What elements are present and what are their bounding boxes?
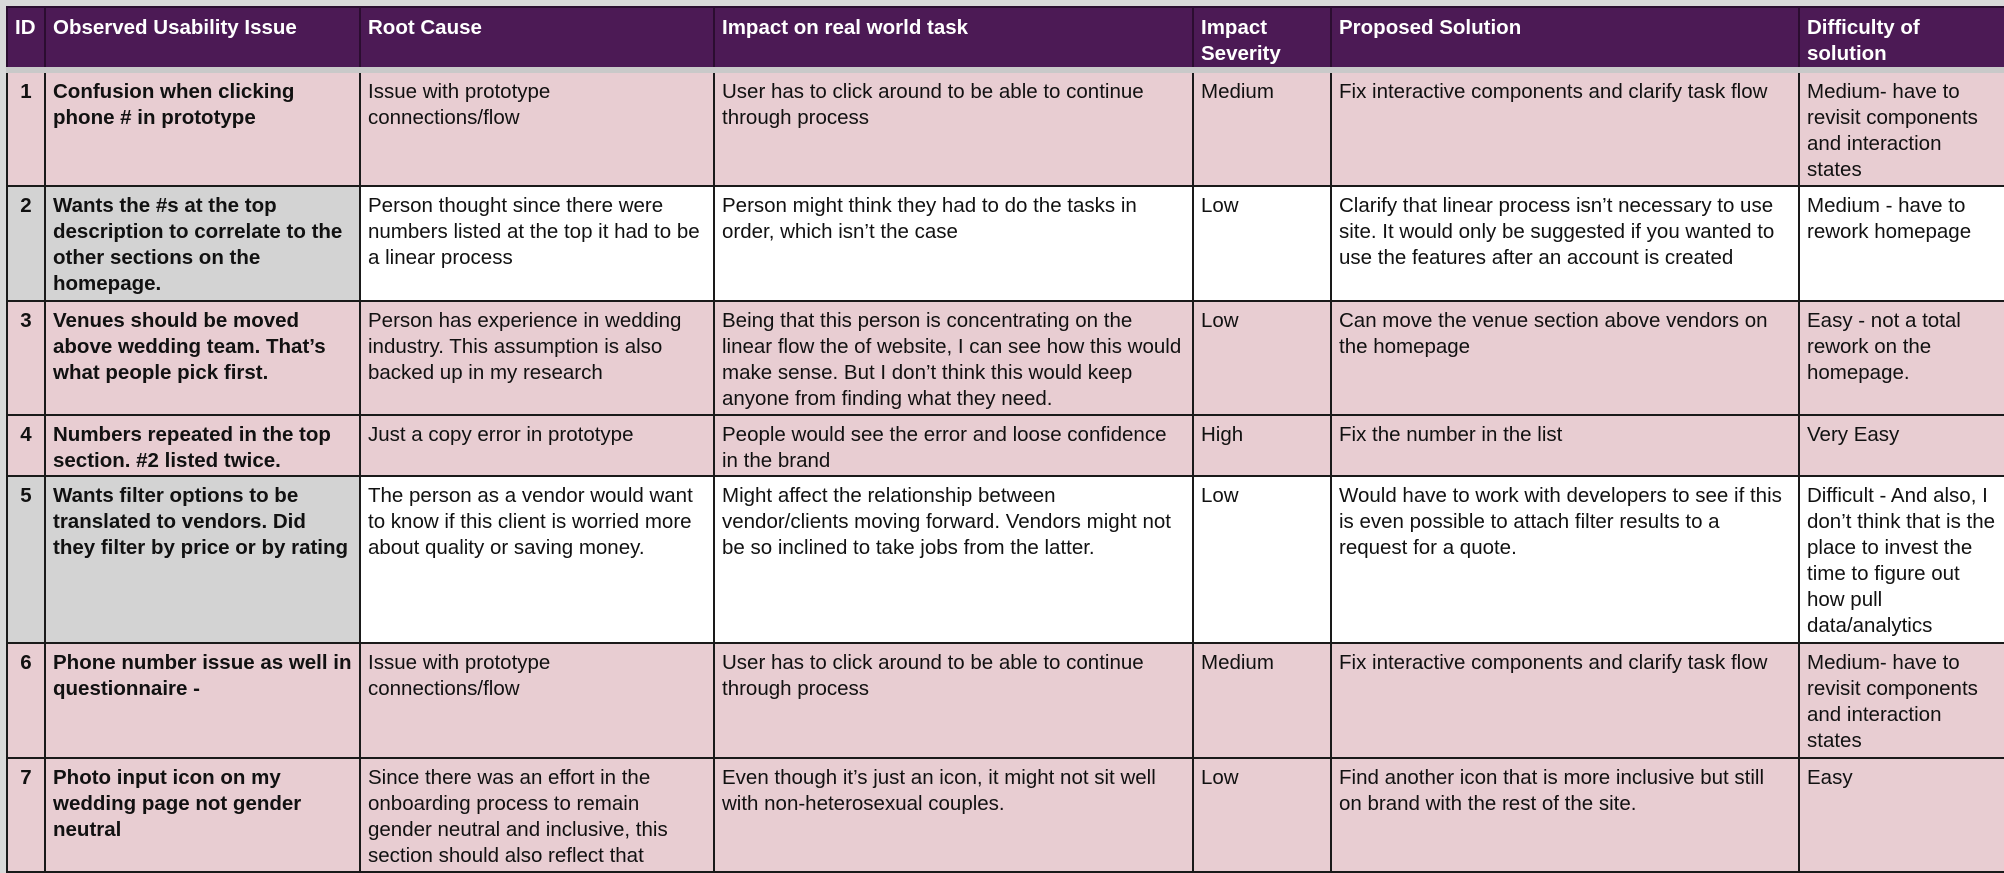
table-row — [7, 415, 2004, 476]
cell-root-cause[interactable]: Just a copy error in prototype — [360, 415, 714, 476]
cell-solution[interactable]: Can move the venue section above vendors on the homepage — [1331, 301, 1799, 415]
cell-severity[interactable]: Low — [1193, 758, 1331, 872]
cell-id[interactable]: 6 — [7, 643, 45, 757]
cell-issue[interactable]: Numbers repeated in the top section. #2 listed twice. — [45, 415, 360, 476]
header-row — [7, 7, 2004, 70]
cell-difficulty[interactable]: Easy - not a total rework on the homepage. — [1799, 301, 2004, 415]
cell-impact[interactable]: User has to click around to be able to continue through process — [714, 70, 1193, 186]
cell-issue[interactable]: Phone number issue as well in questionnaire - — [45, 643, 360, 757]
cell-solution[interactable]: Would have to work with developers to see if this is even possible to attach filter results to a request for a quote. — [1331, 476, 1799, 643]
cell-root-cause[interactable]: Issue with prototype connections/flow — [360, 643, 714, 757]
cell-solution[interactable]: Fix interactive components and clarify task flow — [1331, 70, 1799, 186]
table-row — [7, 301, 2004, 415]
cell-id[interactable]: 1 — [7, 70, 45, 186]
table-row — [7, 70, 2004, 186]
cell-difficulty[interactable]: Difficult - And also, I don’t think that is the place to invest the time to figure out how pull data/analytics — [1799, 476, 2004, 643]
cell-id[interactable]: 2 — [7, 186, 45, 300]
cell-id[interactable]: 7 — [7, 758, 45, 872]
header-root-cause[interactable]: Root Cause — [360, 7, 714, 70]
header-id[interactable]: ID — [7, 7, 45, 70]
table-row — [7, 186, 2004, 300]
cell-root-cause[interactable]: Person thought since there were numbers listed at the top it had to be a linear process — [360, 186, 714, 300]
usability-issues-table — [6, 6, 2004, 873]
table-row — [7, 476, 2004, 643]
header-severity[interactable]: Impact Severity — [1193, 7, 1331, 70]
cell-root-cause[interactable]: Issue with prototype connections/flow — [360, 70, 714, 186]
cell-root-cause[interactable]: Person has experience in wedding industry. This assumption is also backed up in my research — [360, 301, 714, 415]
cell-severity[interactable]: High — [1193, 415, 1331, 476]
header-impact[interactable]: Impact on real world task — [714, 7, 1193, 70]
cell-issue[interactable]: Confusion when clicking phone # in prototype — [45, 70, 360, 186]
cell-impact[interactable]: Person might think they had to do the tasks in order, which isn’t the case — [714, 186, 1193, 300]
cell-severity[interactable]: Low — [1193, 476, 1331, 643]
table-row — [7, 758, 2004, 872]
header-solution[interactable]: Proposed Solution — [1331, 7, 1799, 70]
cell-solution[interactable]: Fix interactive components and clarify task flow — [1331, 643, 1799, 757]
cell-id[interactable]: 3 — [7, 301, 45, 415]
cell-id[interactable]: 4 — [7, 415, 45, 476]
cell-issue[interactable]: Wants filter options to be translated to vendors. Did they filter by price or by rating — [45, 476, 360, 643]
cell-difficulty[interactable]: Medium- have to revisit components and interaction states — [1799, 70, 2004, 186]
cell-root-cause[interactable]: Since there was an effort in the onboarding process to remain gender neutral and inclusive, this section should also reflect that — [360, 758, 714, 872]
cell-difficulty[interactable]: Very Easy — [1799, 415, 2004, 476]
header-difficulty[interactable]: Difficulty of solution — [1799, 7, 2004, 70]
cell-root-cause[interactable]: The person as a vendor would want to know if this client is worried more about quality or saving money. — [360, 476, 714, 643]
cell-severity[interactable]: Medium — [1193, 70, 1331, 186]
cell-impact[interactable]: User has to click around to be able to continue through process — [714, 643, 1193, 757]
cell-impact[interactable]: Might affect the relationship between vendor/clients moving forward. Vendors might not be so inclined to take jobs from the latter. — [714, 476, 1193, 643]
cell-impact[interactable]: Being that this person is concentrating on the linear flow the of website, I can see how this would make sense. But I don’t think this would keep anyone from finding what they need. — [714, 301, 1193, 415]
cell-impact[interactable]: Even though it’s just an icon, it might not sit well with non-heterosexual couples. — [714, 758, 1193, 872]
cell-difficulty[interactable]: Medium- have to revisit components and interaction states — [1799, 643, 2004, 757]
cell-issue[interactable]: Venues should be moved above wedding team. That’s what people pick first. — [45, 301, 360, 415]
cell-severity[interactable]: Medium — [1193, 643, 1331, 757]
cell-id[interactable]: 5 — [7, 476, 45, 643]
cell-difficulty[interactable]: Easy — [1799, 758, 2004, 872]
table-row — [7, 643, 2004, 757]
cell-difficulty[interactable]: Medium - have to rework homepage — [1799, 186, 2004, 300]
cell-severity[interactable]: Low — [1193, 186, 1331, 300]
cell-impact[interactable]: People would see the error and loose confidence in the brand — [714, 415, 1193, 476]
cell-solution[interactable]: Find another icon that is more inclusive but still on brand with the rest of the site. — [1331, 758, 1799, 872]
cell-solution[interactable]: Fix the number in the list — [1331, 415, 1799, 476]
header-issue[interactable]: Observed Usability Issue — [45, 7, 360, 70]
cell-issue[interactable]: Wants the #s at the top description to correlate to the other sections on the homepage. — [45, 186, 360, 300]
cell-severity[interactable]: Low — [1193, 301, 1331, 415]
cell-issue[interactable]: Photo input icon on my wedding page not gender neutral — [45, 758, 360, 872]
cell-solution[interactable]: Clarify that linear process isn’t necessary to use site. It would only be suggested if you wanted to use the features after an account is created — [1331, 186, 1799, 300]
